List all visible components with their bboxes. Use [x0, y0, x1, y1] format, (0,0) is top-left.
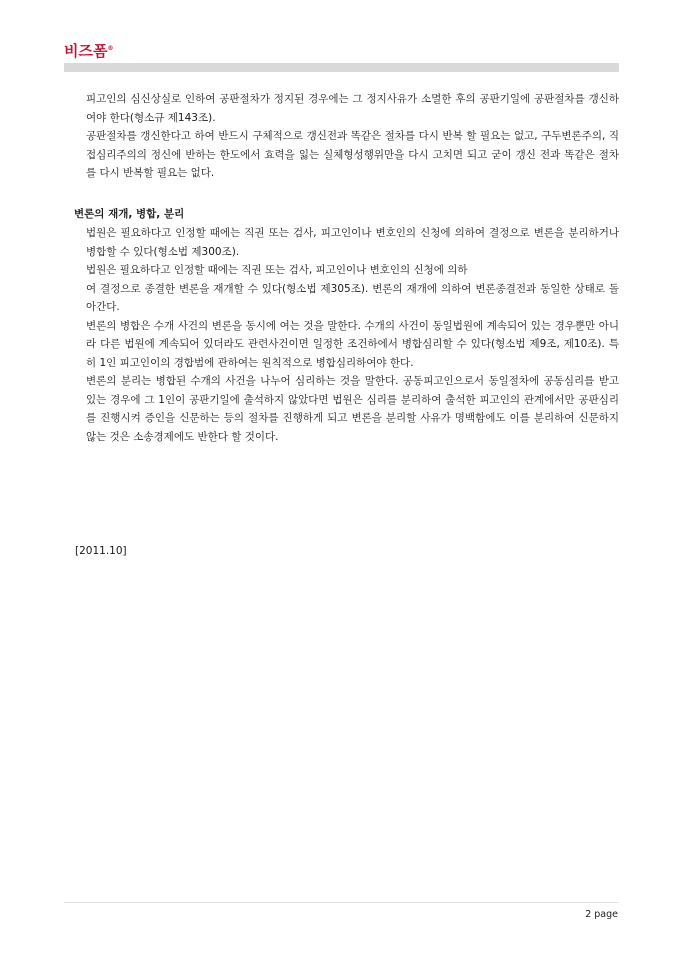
paragraph: 여 결정으로 종결한 변론을 재개할 수 있다(형소법 제305조). 변론의 재개에 의하여 변론종결전과 동일한 상태로 돌아간다.: [86, 282, 619, 313]
paragraph: 공판절차를 갱신한다고 하여 반드시 구체적으로 갱신전과 똑같은 절차를 다시 반복 할 필요는 없고, 구두변론주의, 직접심리주의의 정신에 반하는 한도에서 효력을 잃는 실체형성행위만을 다시 고치면 되고 굳이 갱신 전과 똑같은 절차를 다시 반복할 필요는 없다.: [86, 130, 619, 179]
paragraph: 변론의 병합은 수개 사건의 변론을 동시에 여는 것을 말한다. 수개의 사건이 동일법원에 계속되어 있는 경우뿐만 아니라 다른 법원에 계속되어 있더라도 관련사건이면 일정한 조건하에서 병합심리할 수 있다(형소법 제9조, 제10조). 특히 1인 피고인이의 경합범에 관하여는 원칙적으로 병합심리하여야 한다.: [86, 319, 619, 369]
paragraph: 법원은 필요하다고 인정할 때에는 직권 또는 검사, 피고인이나 변호인의 신청에 의하: [86, 264, 468, 276]
paragraph: 피고인의 심신상실로 인하여 공판절차가 정지된 경우에는 그 정지사유가 소멸한 후의 공판기일에 공판절차를 갱신하여야 한다(형소규 제143조).: [86, 93, 619, 124]
paragraph: 법원은 필요하다고 인정할 때에는 직권 또는 검사, 피고인이나 변호인의 신청에 의하여 결정으로 변론을 분리하거나 병합할 수 있다(형소법 제300조).: [86, 227, 619, 258]
page-number: 2 page: [585, 909, 618, 920]
header-bar: [64, 63, 619, 72]
section-heading: 변론의 재개, 병합, 분리: [74, 207, 185, 220]
registered-mark: ®: [107, 45, 114, 52]
document-date: [2011.10]: [75, 545, 127, 557]
document-body: [64, 90, 619, 446]
footer-divider: [64, 902, 619, 903]
logo-text: 비즈폼: [64, 42, 108, 60]
paragraph: 변론의 분리는 병합된 수개의 사건을 나누어 심리하는 것을 말한다. 공동피고인으로서 동일절차에 공동심리를 받고 있는 경우에 그 1인이 공판기일에 출석하지 않았다면 법원은 심리를 분리하여 출석한 피고인의 관계에서만 공판심리를 진행시켜 증인을 신문하는 등의 절차를 진행하게 되고 변론을 분리할 사유가 명백함에도 이를 분리하여 신문하지 않는 것은 소송경제에도 반한다 할 것이다.: [86, 375, 619, 443]
brand-logo: [64, 40, 113, 61]
